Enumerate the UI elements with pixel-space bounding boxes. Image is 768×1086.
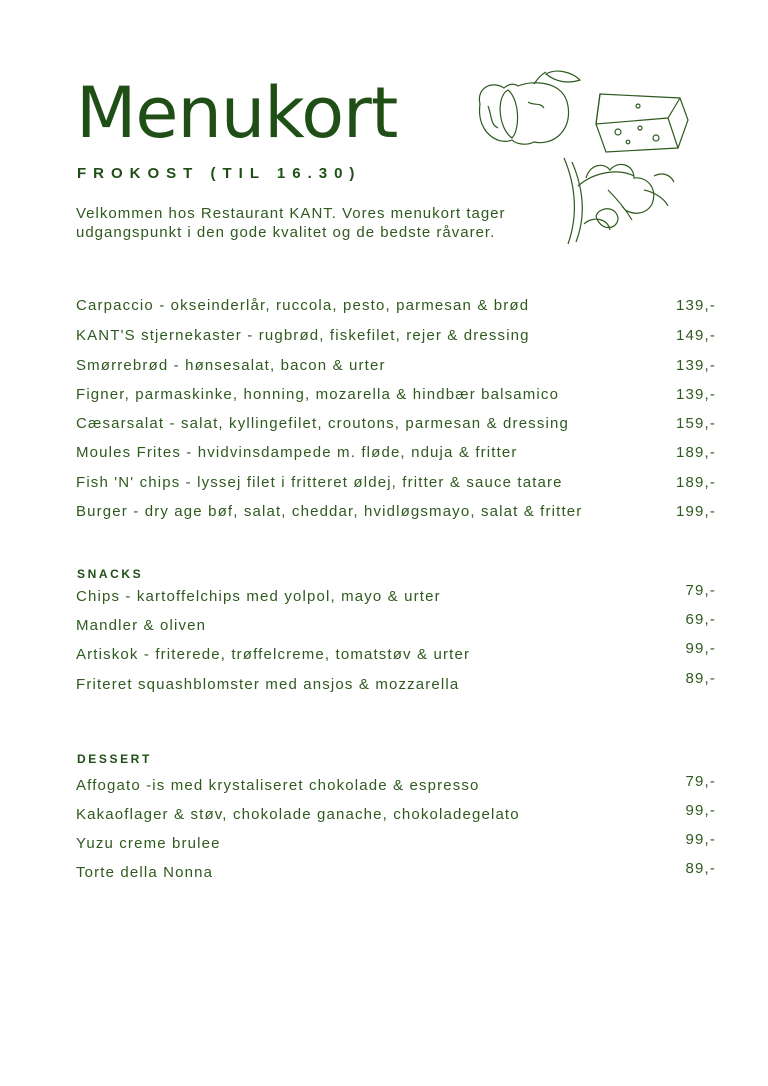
item-price: 89,-	[685, 860, 716, 877]
item-name: Smørrebrød - hønsesalat, bacon & urter	[76, 357, 386, 374]
dessert-heading: DESSERT	[77, 752, 152, 766]
intro-text: Velkommen hos Restaurant KANT. Vores menukort tager udgangspunkt i den gode kvalitet og de bedste råvarer.	[76, 205, 506, 241]
menu-subtitle: FROKOST (TIL 16.30)	[77, 165, 362, 182]
menu-item	[76, 327, 716, 349]
item-name: Torte della Nonna	[76, 864, 214, 881]
item-price: 159,-	[676, 415, 716, 432]
item-name: Affogato -is med krystaliseret chokolade & espresso	[76, 777, 480, 794]
item-price: 139,-	[676, 386, 716, 403]
item-name: Chips - kartoffelchips med yolpol, mayo & urter	[76, 588, 441, 605]
item-price: 139,-	[676, 297, 716, 314]
item-name: Moules Frites - hvidvinsdampede m. fløde, nduja & fritter	[76, 444, 518, 461]
item-name: Figner, parmaskinke, honning, mozarella & hindbær balsamico	[76, 386, 560, 403]
menu-item	[76, 357, 716, 379]
menu-item	[76, 386, 716, 408]
menu-item	[76, 773, 716, 799]
item-name: Carpaccio - okseinderlår, ruccola, pesto, parmesan & brød	[76, 297, 530, 314]
item-name: Cæsarsalat - salat, kyllingefilet, croutons, parmesan & dressing	[76, 415, 569, 432]
menu-item	[76, 444, 716, 466]
item-name: Kakaoflager & støv, chokolade ganache, chokoladegelato	[76, 806, 520, 823]
menu-item	[76, 503, 716, 525]
menu-item	[76, 582, 716, 610]
item-name: Mandler & oliven	[76, 617, 207, 634]
item-price: 79,-	[685, 582, 716, 599]
menu-item	[76, 860, 716, 886]
menu-item	[76, 474, 716, 496]
menu-item	[76, 611, 716, 639]
item-name: Fish 'N' chips - lyssej filet i fritteret øldej, fritter & sauce tatare	[76, 474, 563, 491]
item-price: 69,-	[685, 611, 716, 628]
food-illustration	[468, 66, 698, 251]
item-price: 79,-	[685, 773, 716, 790]
menu-item	[76, 831, 716, 857]
item-price: 189,-	[676, 474, 716, 491]
apple-icon	[479, 71, 580, 144]
item-name: Friteret squashblomster med ansjos & mozzarella	[76, 676, 460, 693]
item-price: 149,-	[676, 327, 716, 344]
menu-item	[76, 802, 716, 828]
menu-item	[76, 670, 716, 698]
item-price: 189,-	[676, 444, 716, 461]
cheese-icon	[596, 94, 688, 152]
menu-item	[76, 415, 716, 437]
item-name: Artiskok - friterede, trøffelcreme, tomatstøv & urter	[76, 646, 471, 663]
menu-item	[76, 297, 716, 319]
item-price: 89,-	[685, 670, 716, 687]
snacks-heading: SNACKS	[77, 567, 144, 581]
item-price: 99,-	[685, 640, 716, 657]
item-price: 199,-	[676, 503, 716, 520]
page-title: Menukort	[76, 72, 398, 154]
item-price: 99,-	[685, 831, 716, 848]
item-price: 139,-	[676, 357, 716, 374]
item-price: 99,-	[685, 802, 716, 819]
menu-item	[76, 640, 716, 668]
item-name: KANT'S stjernekaster - rugbrød, fiskefilet, rejer & dressing	[76, 327, 530, 344]
item-name: Yuzu creme brulee	[76, 835, 221, 852]
squash-flower-icon	[564, 158, 674, 244]
item-name: Burger - dry age bøf, salat, cheddar, hvidløgsmayo, salat & fritter	[76, 503, 583, 520]
